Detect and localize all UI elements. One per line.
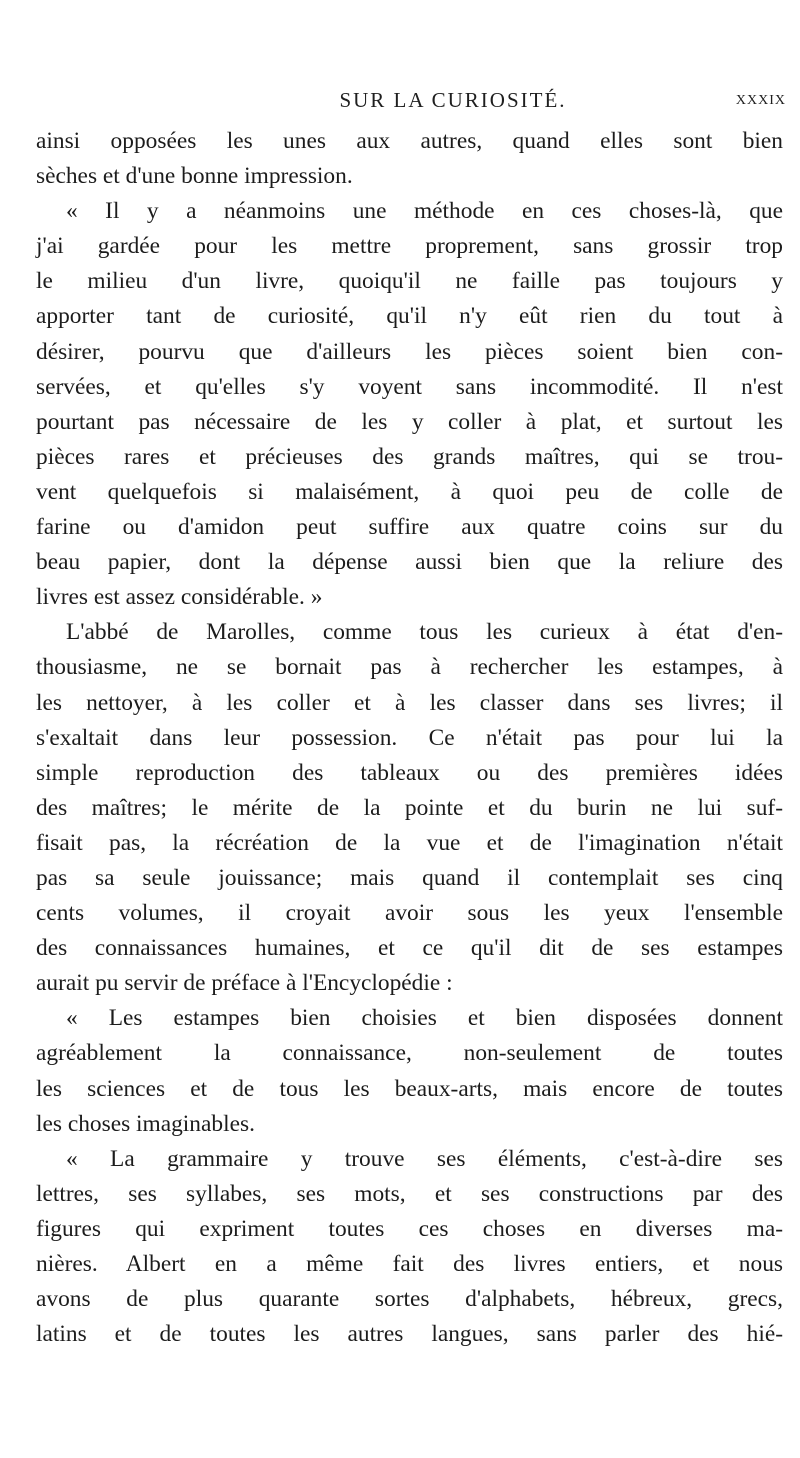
text-line: L'abbé de Marolles, comme tous les curieux à état d'en- (66, 619, 783, 646)
running-title: SUR LA CURIOSITÉ. (339, 88, 567, 112)
text-line: lettres, ses syllabes, ses mots, et ses constructions par des (36, 1180, 783, 1207)
text-line: servées, et qu'elles s'y voyent sans incommodité. Il n'est (36, 373, 783, 400)
text-line: farine ou d'amidon peut suffire aux quatre coins sur du (36, 514, 783, 541)
running-head (150, 88, 786, 118)
text-line: nières. Albert en a même fait des livres entiers, et nous (36, 1251, 783, 1277)
text-line: les choses imaginables. (36, 1110, 255, 1137)
text-line: avons de plus quarante sortes d'alphabets, hébreux, grecs, (36, 1286, 783, 1313)
text-line: des connaissances humaines, et ce qu'il dit de ses estampes (36, 935, 783, 962)
text-line: fisait pas, la récréation de la vue et de l'imagination n'était (36, 829, 783, 856)
text-line: simple reproduction des tableaux ou des premières idées (36, 759, 783, 786)
text-line: « La grammaire y trouve ses éléments, c'est-à-dire ses (66, 1145, 783, 1172)
text-line: vent quelquefois si malaisément, à quoi peu de colle de (36, 478, 783, 505)
body-text (36, 124, 783, 1352)
text-line: thousiasme, ne se bornait pas à rechercher les estampes, à (36, 654, 783, 681)
text-line: les sciences et de tous les beaux-arts, mais encore de toutes (36, 1075, 783, 1102)
text-line: figures qui expriment toutes ces choses en diverses ma- (36, 1215, 783, 1242)
text-line: latins et de toutes les autres langues, sans parler des hié- (36, 1321, 783, 1348)
text-line: j'ai gardée pour les mettre proprement, sans grossir trop (36, 233, 783, 260)
text-line: agréablement la connaissance, non-seulement de toutes (36, 1040, 783, 1067)
text-line: pourtant pas nécessaire de les y coller à plat, et surtout les (36, 408, 783, 435)
page-number: XXXIX (735, 93, 786, 108)
text-line: ainsi opposées les unes aux autres, quand elles sont bien (36, 128, 783, 154)
text-line: cents volumes, il croyait avoir sous les yeux l'ensemble (36, 900, 783, 927)
text-line: s'exaltait dans leur possession. Ce n'était pas pour lui la (36, 724, 783, 751)
text-line: apporter tant de curiosité, qu'il n'y eût rien du tout à (36, 303, 783, 330)
text-line: pas sa seule jouissance; mais quand il contemplait ses cinq (36, 864, 783, 891)
text-line: les nettoyer, à les coller et à les classer dans ses livres; il (36, 689, 783, 716)
text-line: le milieu d'un livre, quoiqu'il ne faille pas toujours y (36, 268, 783, 295)
text-line: pièces rares et précieuses des grands maîtres, qui se trou- (36, 443, 783, 470)
text-line: désirer, pourvu que d'ailleurs les pièces soient bien con- (36, 338, 783, 365)
text-line: « Les estampes bien choisies et bien disposées donnent (66, 1005, 783, 1032)
text-line: livres est assez considérable. » (36, 584, 323, 611)
text-line: sèches et d'une bonne impression. (36, 163, 353, 190)
text-line: des maîtres; le mérite de la pointe et du burin ne lui suf- (36, 794, 783, 821)
text-line: « Il y a néanmoins une méthode en ces choses-là, que (66, 198, 783, 225)
text-line: beau papier, dont la dépense aussi bien que la reliure des (36, 549, 783, 576)
text-line: aurait pu servir de préface à l'Encyclopédie : (36, 970, 453, 997)
